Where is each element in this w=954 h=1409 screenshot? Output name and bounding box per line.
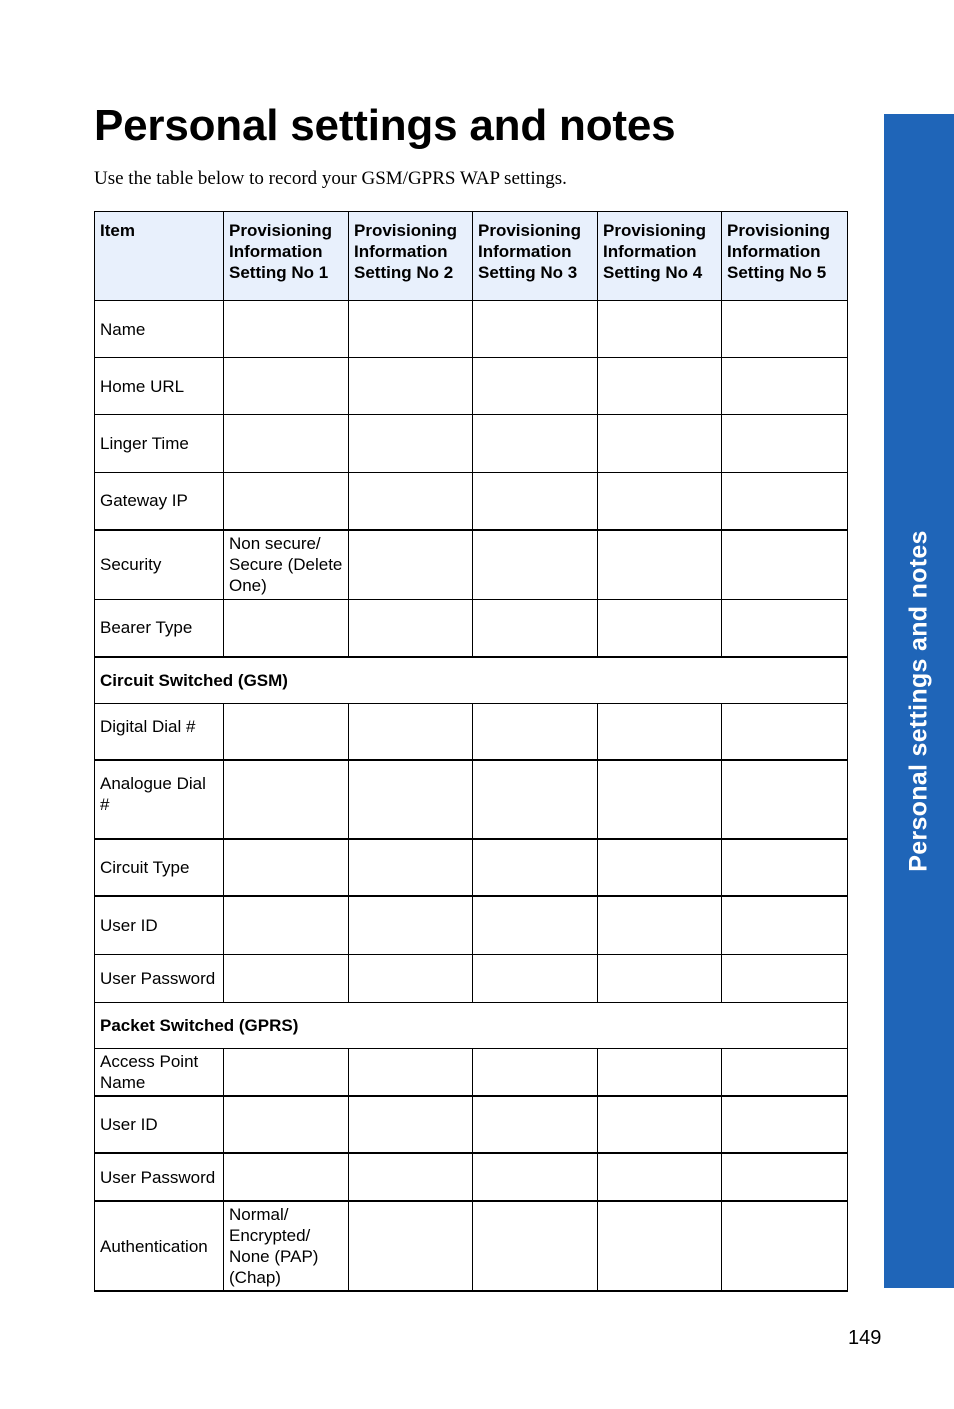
side-tab-label: Personal settings and notes [904,530,933,872]
setting-cell [224,896,349,954]
setting-cell [473,896,598,954]
setting-cell [722,415,848,473]
setting-cell [722,530,848,600]
header-setting-4: Provisioning Information Setting No 4 [598,212,722,301]
table-row [95,1096,848,1153]
row-item: Name [95,301,224,358]
table-row [95,415,848,473]
setting-cell [224,1096,349,1153]
setting-cell [473,1096,598,1153]
setting-cell [473,301,598,358]
setting-cell [349,839,473,896]
setting-cell: Normal/ Encrypted/ None (PAP) (Chap) [224,1201,349,1291]
setting-cell [722,896,848,954]
row-item: Security [95,530,224,600]
table-row [95,1201,848,1291]
setting-cell [224,473,349,530]
row-item: Digital Dial # [95,703,224,760]
setting-cell [349,1048,473,1096]
setting-cell [473,358,598,415]
setting-cell [598,301,722,358]
setting-cell [598,703,722,760]
row-item: User Password [95,1153,224,1201]
header-setting-1: Provisioning Information Setting No 1 [224,212,349,301]
setting-cell [349,1153,473,1201]
setting-cell [349,600,473,657]
table-row [95,1153,848,1201]
section-row-gsm [95,657,848,704]
setting-cell [722,1048,848,1096]
setting-cell [598,415,722,473]
section-heading: Circuit Switched (GSM) [95,657,848,704]
row-item: Authentication [95,1201,224,1291]
setting-cell [473,1048,598,1096]
table-row [95,301,848,358]
header-setting-3: Provisioning Information Setting No 3 [473,212,598,301]
setting-cell [224,358,349,415]
setting-cell [349,760,473,839]
setting-cell [473,703,598,760]
table-row [95,530,848,600]
setting-cell [722,1096,848,1153]
setting-cell [224,301,349,358]
setting-cell [349,301,473,358]
setting-cell [224,600,349,657]
setting-cell [349,703,473,760]
setting-cell [722,358,848,415]
setting-cell [349,1096,473,1153]
setting-cell [473,473,598,530]
setting-cell [224,415,349,473]
setting-cell [598,839,722,896]
setting-cell [598,1048,722,1096]
row-item: Home URL [95,358,224,415]
setting-cell [224,760,349,839]
setting-cell [473,760,598,839]
table-row [95,600,848,657]
setting-cell [224,1153,349,1201]
setting-cell [224,1048,349,1096]
row-item: Bearer Type [95,600,224,657]
row-item: Linger Time [95,415,224,473]
section-row-gprs [95,1002,848,1048]
setting-cell [722,839,848,896]
setting-cell [598,530,722,600]
setting-cell [598,760,722,839]
table-row [95,839,848,896]
setting-cell [598,473,722,530]
setting-cell [473,1201,598,1291]
setting-cell [722,954,848,1002]
setting-cell [722,473,848,530]
setting-cell [722,600,848,657]
setting-cell [349,954,473,1002]
header-setting-2: Provisioning Information Setting No 2 [349,212,473,301]
row-item: User ID [95,1096,224,1153]
row-item: User ID [95,896,224,954]
setting-cell [598,358,722,415]
setting-cell [722,760,848,839]
row-item: Analogue Dial # [95,760,224,839]
setting-cell [598,1201,722,1291]
setting-cell [349,1201,473,1291]
setting-cell [598,1153,722,1201]
setting-cell [598,600,722,657]
row-item: Circuit Type [95,839,224,896]
setting-cell [473,839,598,896]
setting-cell [224,954,349,1002]
row-item: Gateway IP [95,473,224,530]
wap-settings-table [94,211,848,1292]
table-row [95,954,848,1002]
setting-cell [722,301,848,358]
page-title: Personal settings and notes [94,101,676,150]
table-row [95,473,848,530]
table-header-row [95,212,848,301]
setting-cell [722,1153,848,1201]
table-row [95,896,848,954]
setting-cell [473,600,598,657]
page-number: 149 [848,1327,882,1349]
intro-text: Use the table below to record your GSM/GPRS WAP settings. [94,168,567,189]
section-heading: Packet Switched (GPRS) [95,1002,848,1048]
setting-cell [349,896,473,954]
table-row [95,760,848,839]
setting-cell [224,839,349,896]
setting-cell [349,530,473,600]
setting-cell [722,1201,848,1291]
table-row [95,1048,848,1096]
table-row [95,703,848,760]
header-item: Item [95,212,224,301]
setting-cell [598,954,722,1002]
setting-cell [349,473,473,530]
setting-cell [722,703,848,760]
row-item: User Password [95,954,224,1002]
setting-cell [349,415,473,473]
setting-cell [473,530,598,600]
setting-cell [598,896,722,954]
setting-cell [224,703,349,760]
table-row [95,358,848,415]
chapter-side-tab [884,114,954,1288]
setting-cell [473,1153,598,1201]
row-item: Access Point Name [95,1048,224,1096]
header-setting-5: Provisioning Information Setting No 5 [722,212,848,301]
setting-cell: Non secure/ Secure (Delete One) [224,530,349,600]
setting-cell [473,415,598,473]
setting-cell [349,358,473,415]
setting-cell [598,1096,722,1153]
setting-cell [473,954,598,1002]
